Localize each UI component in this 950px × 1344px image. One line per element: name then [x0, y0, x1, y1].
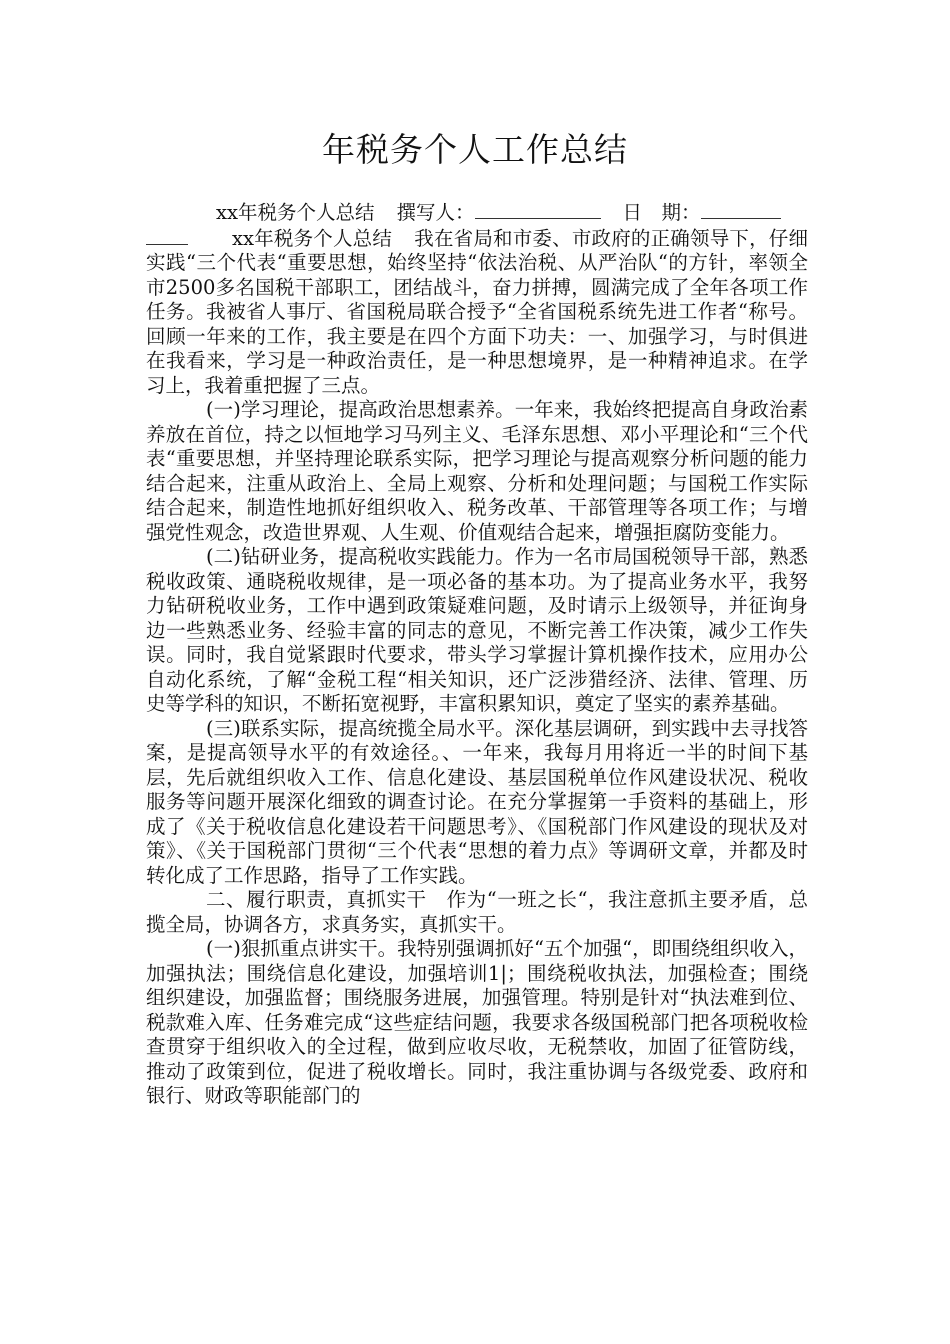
- paragraph: (一)狠抓重点讲实干。我特别强调抓好“五个加强“，即围绕组织收入，加强执法；围绕信息化建设，加强培训1|；围绕税收执法，加强检查；围绕组织建设，加强监督；围绕服务进展，加强管理。特别是针对“执法难到位、税款难入库、任务难完成“这些症结问题，我要求各级国税部门把各项税收检查贯穿于组织收入的全过程，做到应收尽收，无税禁收，加固了征管防线，推动了政策到位，促进了税收增长。同时，我注重协调与各级党委、政府和银行、财政等职能部门的: [146, 937, 808, 1107]
- paragraph: 二、履行职责，真抓实干 作为“一班之长“，我注意抓主要矛盾，总揽全局，协调各方，求真务实，真抓实干。: [146, 888, 808, 936]
- date-blank-continued: [146, 226, 188, 245]
- date-label: 日 期：: [622, 201, 701, 224]
- doc-name: xx年税务个人总结: [216, 201, 375, 224]
- paragraph: (二)钻研业务，提高税收实践能力。作为一名市局国税领导干部，熟悉税收政策、通晓税收规律，是一项必备的基本功。为了提高业务水平，我努力钻研税收业务，工作中遇到政策疑难问题，及时请示上级领导，并征询身边一些熟悉业务、经验丰富的同志的意见，不断完善工作决策，减少工作失误。同时，我自觉紧跟时代要求，带头学习掌握计算机操作技术，应用办公自动化系统，了解“金税工程“相关知识，还广泛涉猎经济、法律、管理、历史等学科的知识，不断拓宽视野，丰富积累知识，奠定了坚实的素养基础。: [146, 545, 808, 715]
- paragraph: (一)学习理论，提高政治思想素养。一年来，我始终把提高自身政治素养放在首位，持之以恒地学习马列主义、毛泽东思想、邓小平理论和“三个代表“重要思想，并坚持理论联系实际，把学习理论与提高观察分析问题的能力结合起来，注重从政治上、全局上观察、分析和处理问题；与国税工作实际结合起来，制造性地抓好组织收入、税务改革、干部管理等各项工作；与增强党性观念，改造世界观、人生观、价值观结合起来，增强拒腐防变能力。: [146, 398, 808, 544]
- repeat-title: xx年税务个人总结: [232, 226, 393, 250]
- document-title: 年税务个人工作总结: [322, 130, 628, 169]
- header-line: [146, 200, 808, 226]
- author-blank: [475, 200, 601, 219]
- date-blank: [701, 200, 781, 219]
- paragraph: (三)联系实际，提高统揽全局水平。深化基层调研，到实践中去寻找答案，是提高领导水平的有效途径。、一年来，我每月用将近一半的时间下基层，先后就组织收入工作、信息化建设、基层国税单位作风建设状况、税收服务等问题开展深化细致的调查讨论。在充分掌握第一手资料的基础上，形成了《关于税收信息化建设若干问题思考》、《国税部门作风建设的现状及对策》、《关于国税部门贯彻“三个代表“思想的着力点》等调研文章，并都及时转化成了工作思路，指导了工作实践。: [146, 716, 808, 887]
- document-body: [146, 200, 828, 1109]
- paragraph-intro: [146, 226, 828, 399]
- author-label: 撰写人：: [396, 201, 475, 224]
- paragraph-text: 我在省局和市委、市政府的正确领导下，仔细实践“三个代表“重要思想，始终坚持“依法治税、从严治队“的方针，率领全市2500多名国税干部职工，团结战斗，奋力拼搏，圆满完成了全年各项工作任务。我被省人事厅、省国税局联合授予“全省国税系统先进工作者“称号。回顾一年来的工作，我主要是在四个方面下功夫：一、加强学习，与时俱进 在我看来，学习是一种政治责任，是一种思想境界，是一种精神追求。在学习上，我着重把握了三点。: [146, 226, 828, 397]
